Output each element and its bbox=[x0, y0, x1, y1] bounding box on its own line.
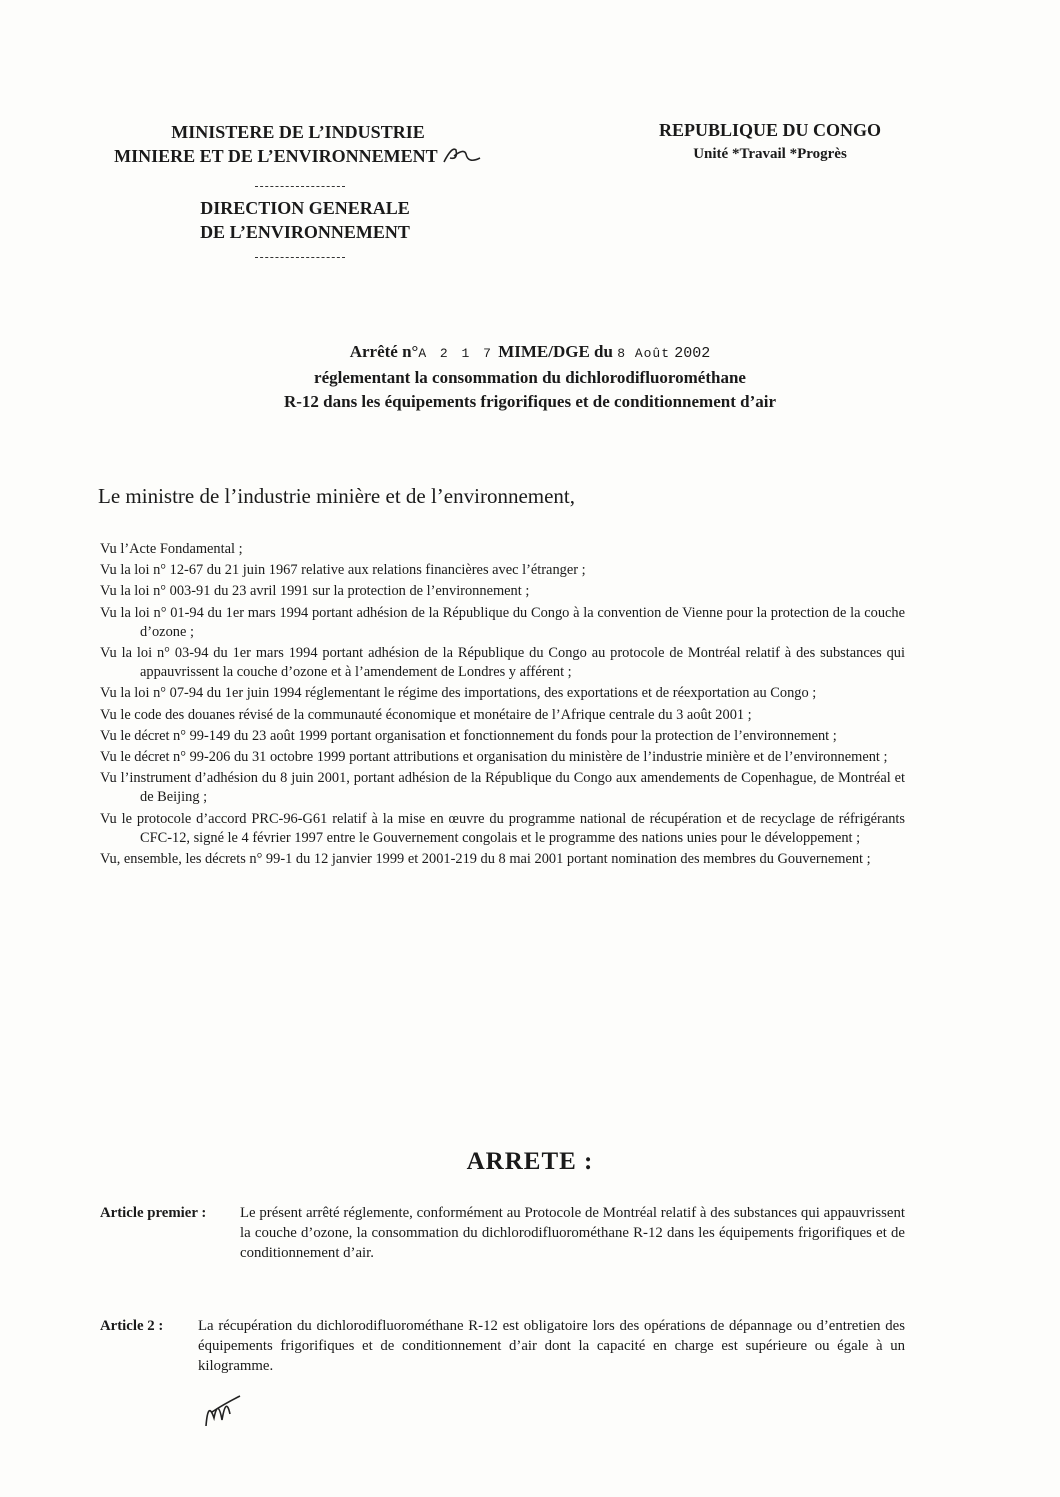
republic-header bbox=[620, 118, 920, 166]
list-item: Vu la loi n° 12-67 du 21 juin 1967 relative aux relations financières avec l’étranger ; bbox=[100, 562, 586, 579]
decree-year: 2002 bbox=[674, 345, 711, 362]
signature-initials-icon bbox=[200, 1390, 248, 1432]
list-item: Vu l’instrument d’adhésion du 8 juin 2001, portant adhésion de la République du Congo aux amendements de Copenhague, de Montréal et de Beijing ; bbox=[100, 770, 905, 806]
ministry-line-2-text: MINIERE ET DE L’ENVIRONNEMENT bbox=[114, 146, 438, 166]
separator-dashes bbox=[255, 257, 345, 258]
decree-reference: MIME/DGE du bbox=[498, 342, 613, 361]
list-item: Vu la loi n° 003-91 du 23 avril 1991 sur la protection de l’environnement ; bbox=[100, 583, 530, 600]
arrete-heading: ARRETE : bbox=[466, 1148, 594, 1175]
article-label: Article 2 : bbox=[100, 1318, 164, 1334]
article-premier bbox=[100, 1203, 905, 1263]
decree-date: 8 Août bbox=[617, 346, 671, 361]
decree-title bbox=[150, 340, 910, 414]
direction-line-2: DE L’ENVIRONNEMENT bbox=[200, 222, 410, 242]
list-item: Vu l’Acte Fondamental ; bbox=[100, 541, 243, 557]
list-item: Vu le code des douanes révisé de la communauté économique et monétaire de l’Afrique centrale du 3 août 2001 ; bbox=[100, 706, 752, 723]
list-item: Vu le décret n° 99-206 du 31 octobre 1999 portant attributions et organisation du ministère de l’industrie minière et de l’environnement ; bbox=[100, 749, 888, 766]
initials-mark-icon bbox=[442, 144, 482, 166]
republic-motto: Unité *Travail *Progrès bbox=[693, 146, 847, 162]
list-item: Vu la loi n° 01-94 du 1er mars 1994 portant adhésion de la République du Congo à la convention de Vienne pour la protection de la couche d’ozone ; bbox=[100, 604, 905, 640]
decree-number-prefix: Arrêté n° bbox=[349, 342, 419, 361]
article-label: Article premier : bbox=[100, 1205, 207, 1221]
republic-name: REPUBLIQUE DU CONGO bbox=[658, 120, 882, 140]
list-item: Vu le protocole d’accord PRC-96-G61 relatif à la mise en œuvre du programme national de récupération et de recyclage de réfrigérants CFC-12, signé le 4 février 1997 entre le Gouvernement congolais et le programme des nations unies pour le développement ; bbox=[100, 810, 905, 846]
direction-line-1: DIRECTION GENERALE bbox=[200, 198, 410, 218]
list-item: Vu la loi n° 07-94 du 1er juin 1994 réglementant le régime des importations, des exportations et de réexportation au Congo ; bbox=[100, 685, 817, 702]
ministry-line-1: MINISTERE DE L’INDUSTRIE bbox=[171, 122, 425, 142]
list-item: Vu la loi n° 03-94 du 1er mars 1994 portant adhésion de la République du Congo au protocole de Montréal relatif à des substances qui appauvrissent la couche d’ozone et à l’amendement de Londres y afférent ; bbox=[100, 645, 905, 681]
article-text: La récupération du dichlorodifluorométhane R-12 est obligatoire lors des opérations de dépannage ou d’entretien des équipements frigorifiques et de conditionnement d’air dont la capacité en charge est supérieure ou égale à un kilogramme. bbox=[198, 1318, 905, 1374]
visa-list bbox=[100, 540, 905, 871]
direction-header bbox=[160, 196, 450, 244]
preamble: Le ministre de l’industrie minière et de l’environnement, bbox=[98, 484, 576, 508]
article-2 bbox=[100, 1316, 905, 1376]
decree-title-line-1 bbox=[150, 340, 910, 366]
separator-dashes bbox=[255, 186, 345, 187]
list-item: Vu, ensemble, les décrets n° 99-1 du 12 janvier 1999 et 2001-219 du 8 mai 2001 portant nomination des membres du Gouvernement ; bbox=[100, 851, 871, 868]
decree-title-line-2: réglementant la consommation du dichlorodifluorométhane bbox=[314, 368, 746, 387]
article-text: Le présent arrêté réglemente, conformément au Protocole de Montréal relatif à des substances qui appauvrissent la couche d’ozone, la consommation du dichlorodifluorométhane R-12 dans les équipements frigorifiques et de conditionnement d’air. bbox=[240, 1205, 905, 1261]
ministry-header bbox=[108, 120, 488, 168]
list-item: Vu le décret n° 99-149 du 23 août 1999 portant organisation et fonctionnement du fonds pour la protection de l’environnement ; bbox=[100, 727, 837, 744]
decree-number: A 2 1 7 bbox=[418, 346, 494, 361]
decree-title-line-3: R-12 dans les équipements frigorifiques et de conditionnement d’air bbox=[283, 392, 777, 411]
ministry-line-2 bbox=[108, 144, 488, 168]
